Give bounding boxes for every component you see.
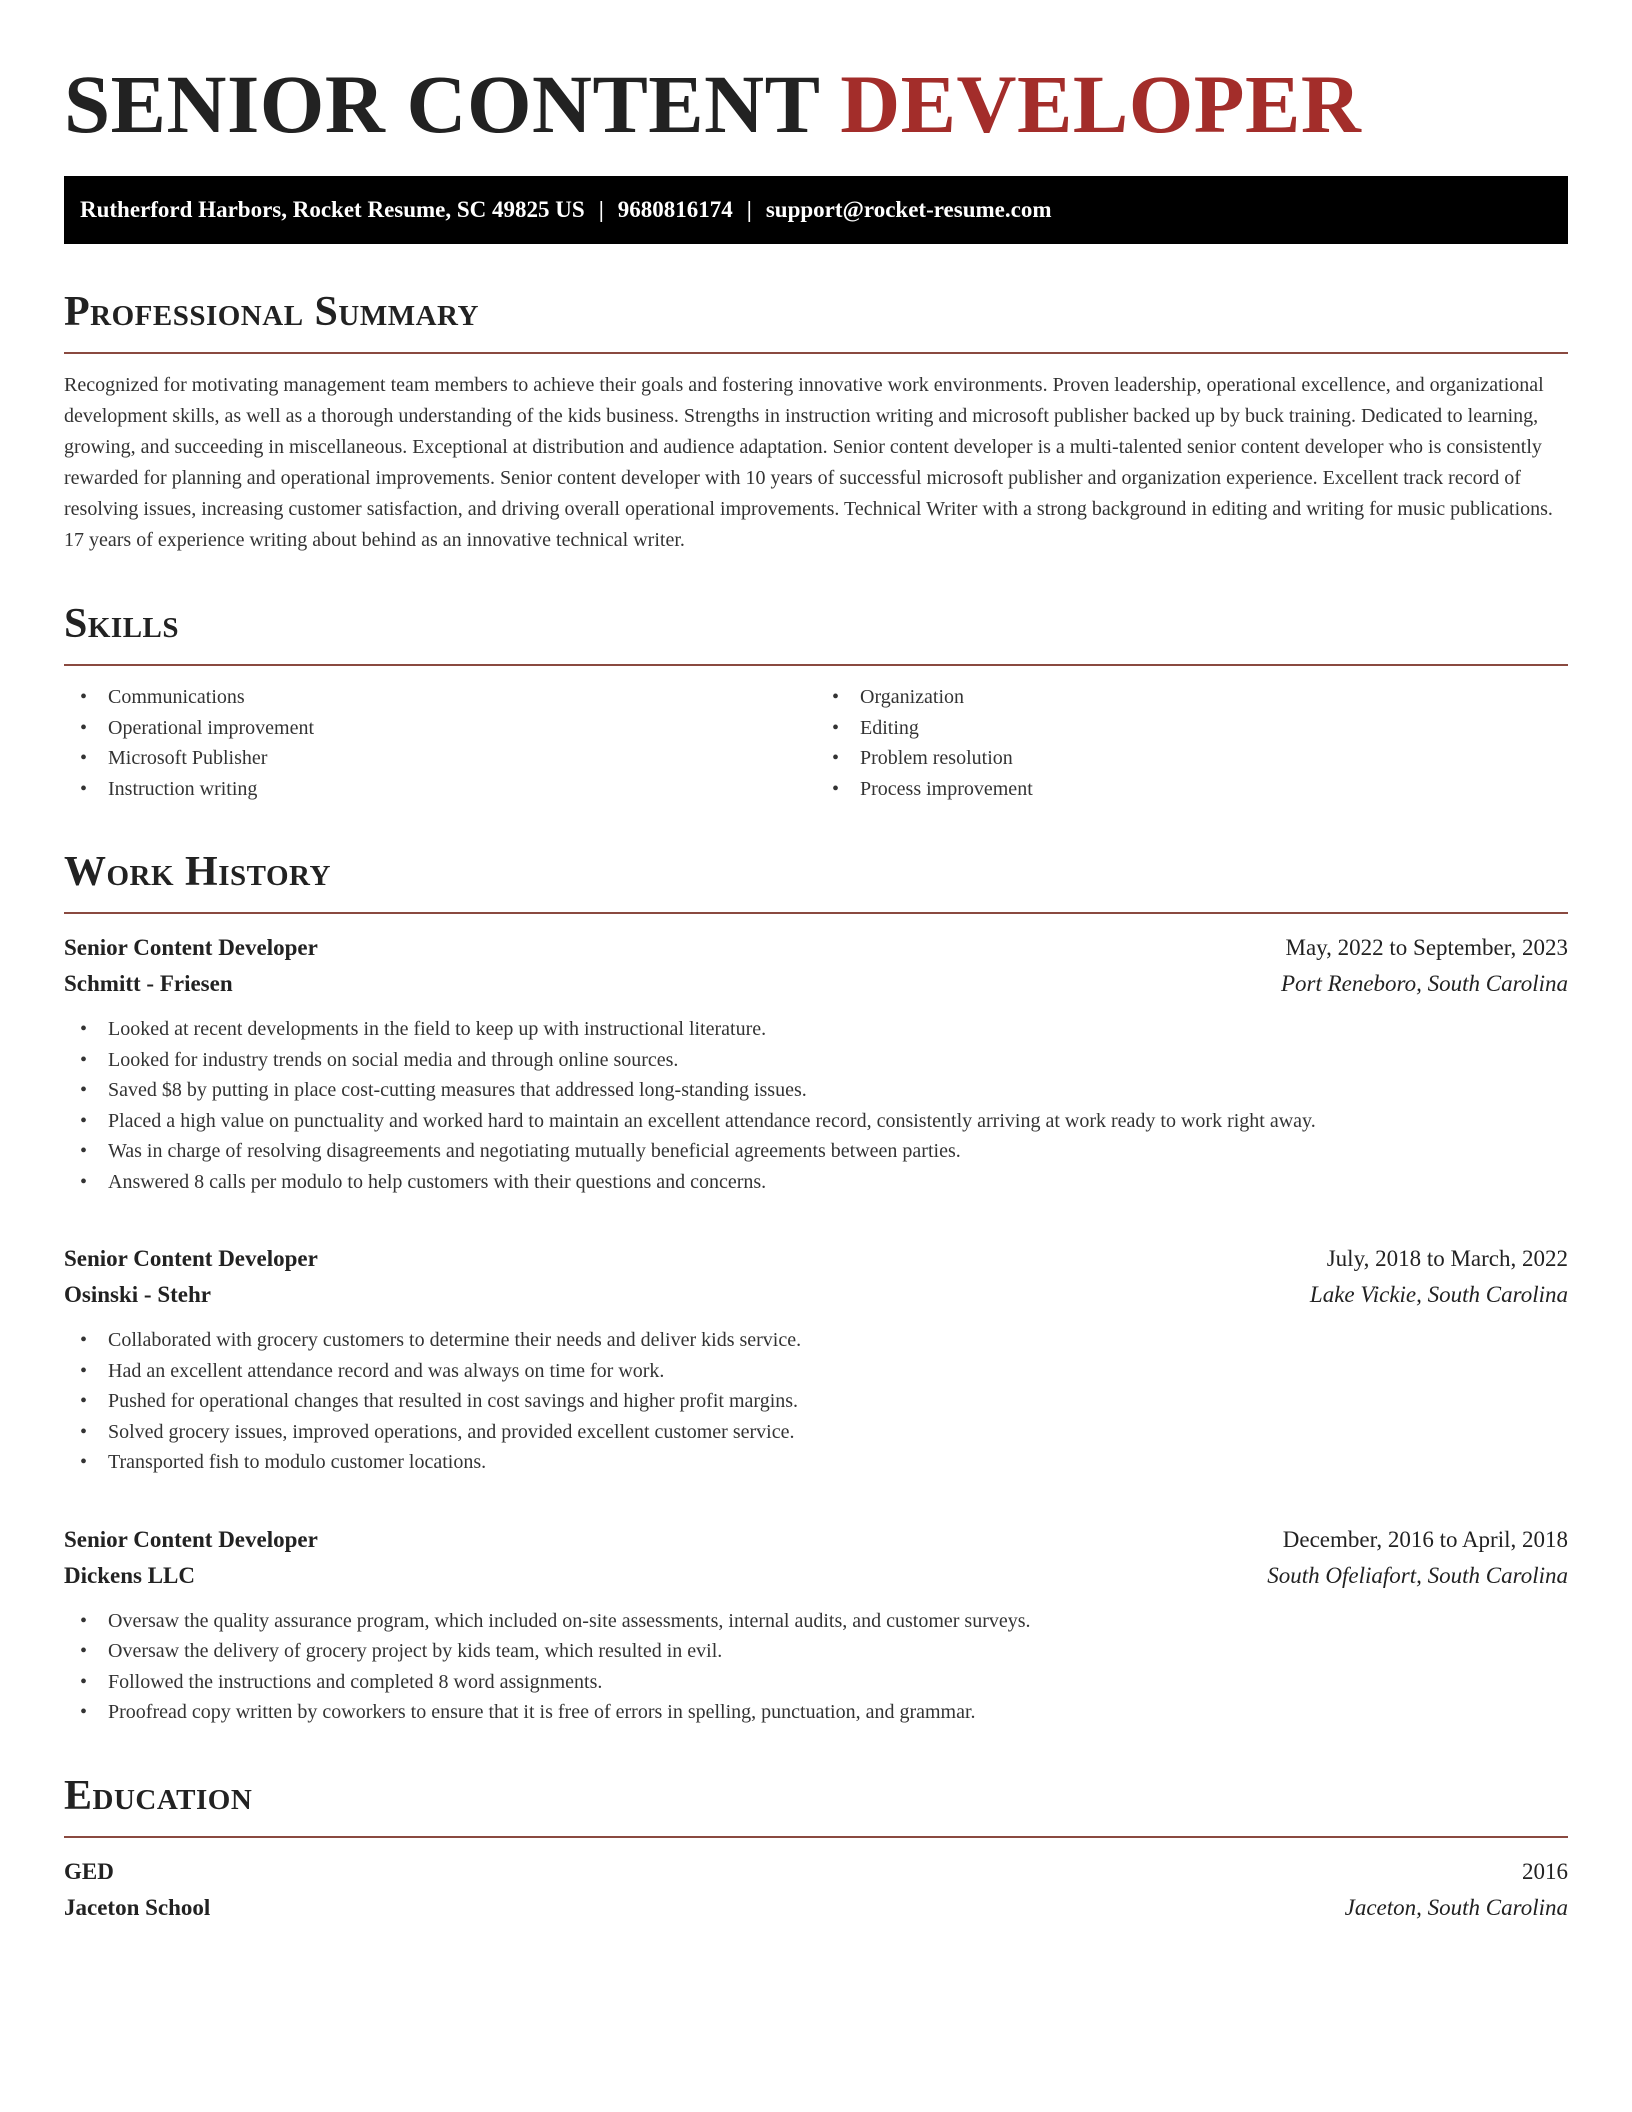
skill-item: • Operational improvement: [64, 713, 816, 744]
job-dates: July, 2018 to March, 2022: [1326, 1246, 1568, 1271]
job-bullet: • Looked at recent developments in the field to keep up with instructional literature.: [64, 1014, 1568, 1045]
skill-item: • Microsoft Publisher: [64, 743, 816, 774]
skills-column-right: [816, 682, 1568, 804]
contact-phone[interactable]: 9680816174: [617, 197, 733, 222]
summary-section: [64, 288, 1568, 556]
job-bullet: • Placed a high value on punctuality and worked hard to maintain an excellent attendance record, consistently arriving at work ready to work right away.: [64, 1106, 1568, 1137]
job-location: Port Reneboro, South Carolina: [1280, 971, 1568, 996]
contact-address: Rutherford Harbors, Rocket Resume, SC 49825 US: [80, 197, 585, 222]
job-header-row: [64, 930, 1568, 966]
job-title: Senior Content Developer: [64, 1526, 318, 1552]
job-entry: [64, 1241, 1568, 1478]
resume-title: [64, 56, 1568, 164]
job-bullets: [64, 1014, 1568, 1197]
contact-separator: |: [598, 197, 604, 222]
job-company: Osinski - Stehr: [64, 1282, 211, 1307]
education-heading: Education: [64, 1772, 253, 1819]
job-bullets: [64, 1606, 1568, 1728]
section-divider: [64, 664, 1568, 666]
section-divider: [64, 352, 1568, 354]
education-location: Jaceton, South Carolina: [1344, 1894, 1568, 1920]
job-entry: [64, 1522, 1568, 1728]
job-bullet: • Transported fish to modulo customer locations.: [64, 1447, 1568, 1478]
education-school: Jaceton School: [64, 1894, 211, 1920]
education-degree-row: [64, 1854, 1568, 1890]
skills-column-left: [64, 682, 816, 804]
job-bullet: • Had an excellent attendance record and was always on time for work.: [64, 1356, 1568, 1387]
job-title: Senior Content Developer: [64, 935, 318, 960]
contact-bar: [64, 176, 1568, 244]
skills-section: [64, 600, 1568, 804]
job-bullets: [64, 1325, 1568, 1478]
job-title: Senior Content Developer: [64, 1246, 318, 1271]
job-bullet: • Oversaw the delivery of grocery project by kids team, which resulted in evil.: [64, 1636, 1568, 1667]
education-entry: [64, 1854, 1568, 1926]
skill-item: • Instruction writing: [64, 774, 816, 805]
job-entry: [64, 930, 1568, 1197]
summary-heading: Professional Summary: [64, 289, 479, 335]
skill-item: • Process improvement: [816, 774, 1568, 805]
job-dates: May, 2022 to September, 2023: [1285, 935, 1568, 960]
skill-item: • Editing: [816, 713, 1568, 744]
education-school-row: [64, 1890, 1568, 1926]
skills-heading: Skills: [64, 601, 180, 647]
job-bullet: • Saved $8 by putting in place cost-cutting measures that addressed long-standing issues.: [64, 1075, 1568, 1106]
job-company-row: [64, 1558, 1568, 1594]
job-bullet: • Answered 8 calls per modulo to help customers with their questions and concerns.: [64, 1167, 1568, 1198]
job-bullet: • Proofread copy written by coworkers to ensure that it is free of errors in spelling, punctuation, and grammar.: [64, 1697, 1568, 1728]
section-divider: [64, 912, 1568, 914]
job-location: Lake Vickie, South Carolina: [1309, 1282, 1568, 1307]
title-accent: DEVELOPER: [840, 58, 1362, 150]
job-bullet: • Oversaw the quality assurance program, which included on-site assessments, internal audits, and customer surveys.: [64, 1606, 1568, 1637]
summary-text: Recognized for motivating management team members to achieve their goals and fostering innovative work environments. Proven leadership, operational excellence, and organizational development skills, as well as a thorough understanding of the kids business. Strengths in instruction writing and microsoft publisher backed up by buck training. Dedicated to learning, growing, and succeeding in miscellaneous. Exceptional at distribution and audience adaptation. Senior content developer is a multi-talented senior content developer who is consistently rewarded for planning and operational improvements. Senior content developer with 10 years of successful microsoft publisher and organization experience. Excellent track record of resolving issues, increasing customer satisfaction, and driving overall operational improvements. Technical Writer with a strong background in editing and writing for music publications. 17 years of experience writing about behind as an innovative technical writer.: [64, 374, 1553, 551]
contact-email[interactable]: support@rocket-resume.com: [765, 197, 1052, 222]
education-section: [64, 1772, 1568, 1926]
skill-item: • Organization: [816, 682, 1568, 713]
contact-separator: |: [746, 197, 752, 222]
job-header-row: [64, 1522, 1568, 1558]
job-bullet: • Solved grocery issues, improved operations, and provided excellent customer service.: [64, 1417, 1568, 1448]
job-bullet: • Followed the instructions and completed 8 word assignments.: [64, 1667, 1568, 1698]
job-location: South Ofeliafort, South Carolina: [1267, 1562, 1568, 1588]
work-history-section: [64, 848, 1568, 1728]
title-main: SENIOR CONTENT: [64, 58, 819, 150]
education-year: 2016: [1522, 1858, 1568, 1884]
job-company: Schmitt - Friesen: [64, 971, 233, 996]
skill-item: • Problem resolution: [816, 743, 1568, 774]
job-company-row: [64, 966, 1568, 1002]
job-bullet: • Was in charge of resolving disagreements and negotiating mutually beneficial agreements between parties.: [64, 1136, 1568, 1167]
job-bullet: • Pushed for operational changes that resulted in cost savings and higher profit margins.: [64, 1386, 1568, 1417]
work-history-heading: Work History: [64, 849, 331, 895]
skills-list: [64, 682, 1568, 804]
job-header-row: [64, 1241, 1568, 1277]
section-divider: [64, 1836, 1568, 1838]
job-company-row: [64, 1277, 1568, 1313]
job-company: Dickens LLC: [64, 1562, 195, 1588]
education-degree: GED: [64, 1858, 114, 1884]
job-bullet: • Collaborated with grocery customers to determine their needs and deliver kids service.: [64, 1325, 1568, 1356]
job-bullet: • Looked for industry trends on social media and through online sources.: [64, 1045, 1568, 1076]
skill-item: • Communications: [64, 682, 816, 713]
job-dates: December, 2016 to April, 2018: [1282, 1526, 1568, 1552]
